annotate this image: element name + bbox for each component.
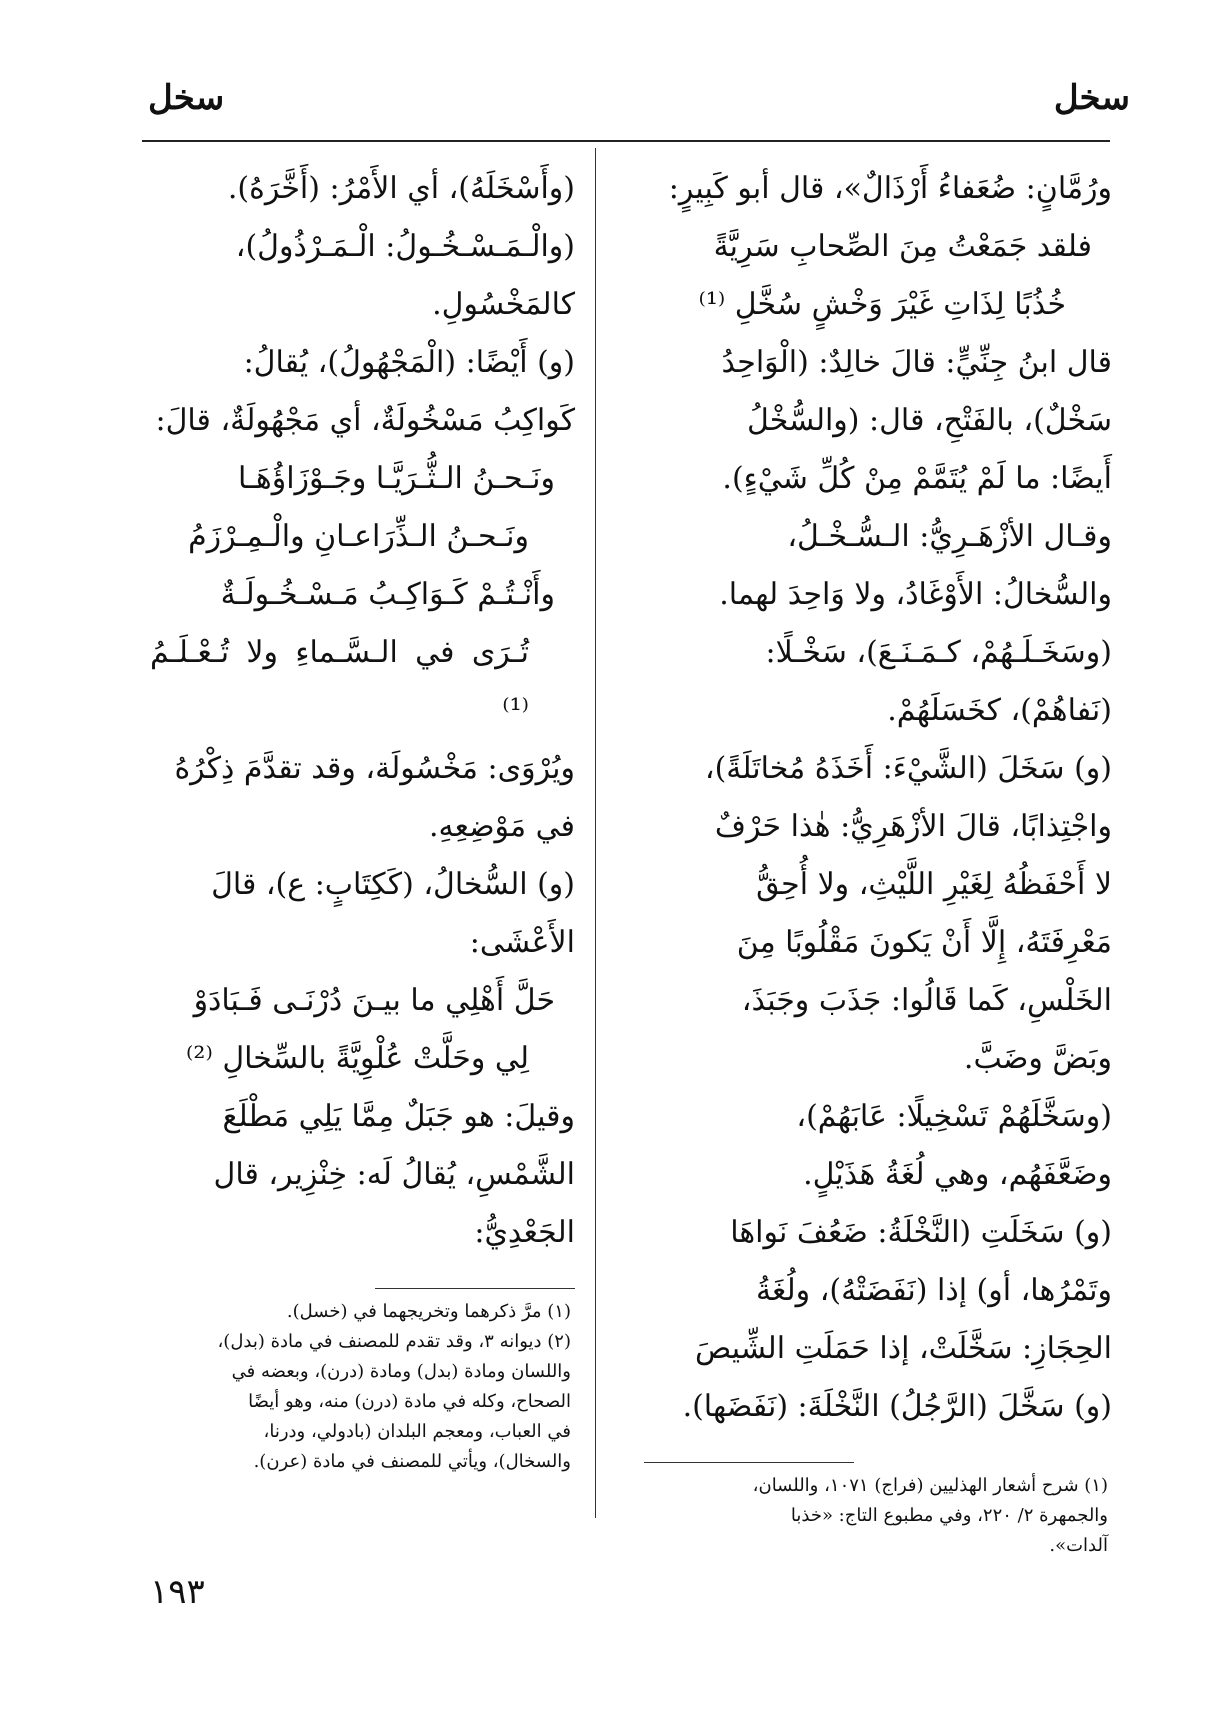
text-line: لا أَحْفَظُهُ لِغَيْرِ اللَّيْثِ، ولا أُحِقُّ bbox=[756, 867, 1112, 902]
text-line: (و) سَخَّلَ (الرَّجُلُ) النَّخْلَةَ: (نَفَضَها). bbox=[682, 1389, 1112, 1424]
text-line: (و) أَيْضًا: (الْمَجْهُولُ)، يُقالُ: bbox=[243, 345, 575, 380]
footnote-line: (٢) ديوانه ٣، وقد تقدم للمصنف في مادة (بدل)، bbox=[217, 1331, 571, 1352]
verse-line: فلقد جَمَعْتُ مِنَ الصِّحابِ سَرِيَّةً bbox=[713, 229, 1092, 264]
text-line: وقيلَ: هو جَبَلٌ مِمَّا يَلِي مَطْلَعَ bbox=[222, 1099, 575, 1134]
text-line: مَعْرِفَتَهُ، إِلَّا أَنْ يَكونَ مَقْلُوبًا مِنَ bbox=[736, 925, 1112, 960]
footnote-line: والسخال)، ويأتي للمصنف في مادة (عرن). bbox=[253, 1451, 571, 1472]
text-line: الخَلْسِ، كَما قَالُوا: جَذَبَ وجَبَذَ، bbox=[741, 983, 1112, 1018]
running-head-left: سخل bbox=[148, 78, 225, 118]
footnote-rule bbox=[375, 1288, 575, 1289]
footnote-line: الصحاح، وكله في مادة (درن) منه، وهو أيضًا bbox=[248, 1391, 571, 1412]
page-number: ١٩٣ bbox=[150, 1572, 205, 1612]
text-line: الأَعْشَى: bbox=[469, 925, 575, 960]
text-line: في مَوْضِعِهِ. bbox=[428, 809, 575, 844]
text-line: وضَعَّفَهُم، وهي لُغَةُ هَذَيْلٍ. bbox=[803, 1157, 1112, 1192]
verse-line: ونَـحـنُ الـثُّـرَيَّـا وجَـوْزَاؤُهَـا bbox=[237, 461, 555, 496]
footnote-line: (١) مرَّ ذكرهما وتخريجهما في (خسل). bbox=[286, 1301, 571, 1322]
footnote-line: واللسان ومادة (بدل) ومادة (درن)، وبعضه في bbox=[231, 1361, 571, 1382]
header-rule bbox=[142, 140, 1110, 142]
verse-line: ونَـحـنُ الـذِّرَاعـانِ والْـمِـرْزَمُ bbox=[188, 519, 529, 554]
footnote-line: في العباب، ومعجم البلدان (بادولي، ودرنا، bbox=[263, 1421, 571, 1442]
text-line: (و) سَخَلَتِ (النَّخْلَةُ: ضَعُفَ نَواهَا bbox=[730, 1215, 1112, 1250]
running-head-right: سخل bbox=[1053, 78, 1130, 118]
verse-line: وأَنْـتُـمْ كَـوَاكِـبُ مَـسْـخُـولَـةٌ bbox=[220, 577, 555, 612]
text-line: ويُرْوَى: مَخْسُولَة، وقد تقدَّمَ ذِكْرُهُ bbox=[174, 751, 575, 786]
text-line: قال ابنُ جِنِّيٍّ: قالَ خالِدٌ: (الْوَاحِدُ bbox=[721, 345, 1112, 380]
column-divider bbox=[595, 148, 596, 1518]
verse-line: لِي وحَلَّتْ عُلْوِيَّةً بالسِّخالِ ⁽²⁾ bbox=[186, 1041, 529, 1076]
text-line: الجَعْدِيُّ: bbox=[474, 1215, 575, 1250]
text-line: الحِجَازِ: سَخَّلَتْ، إذا حَمَلَتِ الشِّيصَ bbox=[694, 1331, 1112, 1366]
text-line: واجْتِذابًا، قالَ الأزْهَرِيُّ: هٰذا حَرْفٌ bbox=[714, 809, 1112, 844]
text-line: ورُمَّانٍ: ضُعَفاءُ أَرْذَالٌ»، قال أبو كَبِيرٍ: bbox=[668, 171, 1112, 206]
text-line: (وسَخَـلَـهُمْ، كـمَـنَـعَ)، سَخْـلًا: bbox=[765, 635, 1112, 670]
text-line: (و) السُّخالُ، (كَكِتَابٍ: ع)، قالَ bbox=[211, 867, 575, 902]
text-line: الشَّمْسِ، يُقالُ لَه: خِنْزِير، قال bbox=[213, 1157, 575, 1192]
footnote-line: والجمهرة ٢/ ٢٢٠، وفي مطبوع التاج: «خذبا bbox=[790, 1505, 1108, 1526]
text-line: (والْـمَـسْـخُـولُ: الْـمَـرْذُولُ)، bbox=[235, 229, 575, 264]
text-line: سَخْلٌ)، بالفَتْحِ، قال: (والسُّخْلُ bbox=[746, 403, 1112, 438]
text-line: (وأَسْخَلَهُ)، أي الأَمْرُ: (أَخَّرَهُ). bbox=[227, 171, 575, 206]
text-line: وبَضَّ وضَبَّ. bbox=[963, 1041, 1112, 1076]
text-line: (و) سَخَلَ (الشَّيْءَ: أَخَذَهُ مُخاتَلَةً)، bbox=[704, 751, 1112, 786]
text-line: أَيضًا: ما لَمْ يُتَمَّمْ مِنْ كُلِّ شَيْءٍ). bbox=[722, 461, 1112, 496]
right-column bbox=[644, 160, 1112, 1561]
text-line: وقـال الأزْهَـرِيُّ: الـسُّـخْـلُ، bbox=[787, 519, 1112, 554]
text-line: وتَمْرُها، أو) إذا (نَفَضَتْهُ)، ولُغَةُ bbox=[755, 1273, 1112, 1308]
verse-line: خُذُبًا لِذَاتِ غَيْرَ وَخْشٍ سُخَّلِ ⁽¹⁾ bbox=[698, 287, 1066, 322]
text-line: كَواكِبُ مَسْخُولَةٌ، أي مَجْهُولَةٌ، قالَ: bbox=[155, 403, 575, 438]
verse-line: حَلَّ أَهْلِي ما بيـنَ دُرْنَـى فَـبَادَوْ bbox=[193, 983, 555, 1018]
footnote-line: آلدات». bbox=[1049, 1535, 1108, 1556]
text-line: (نَفاهُمْ)، كخَسَلَهُمْ. bbox=[887, 693, 1112, 728]
text-line: (وسَخَّلَهُمْ تَسْخِيلًا: عَابَهُمْ)، bbox=[796, 1099, 1112, 1134]
footnote-line: (١) شرح أشعار الهذليين (فراج) ١٠٧١، واللسان، bbox=[752, 1475, 1108, 1496]
text-line: والسُّخالُ: الأَوْغَادُ، ولا وَاحِدَ لهما. bbox=[719, 577, 1112, 612]
text-line: كالمَخْسُولِ. bbox=[432, 287, 575, 322]
footnote-rule bbox=[644, 1462, 854, 1463]
verse-line: تُـرَى في الـسَّـماءِ ولا تُـعْـلَـمُ ⁽¹⁾ bbox=[150, 635, 529, 728]
left-column bbox=[150, 160, 575, 1477]
